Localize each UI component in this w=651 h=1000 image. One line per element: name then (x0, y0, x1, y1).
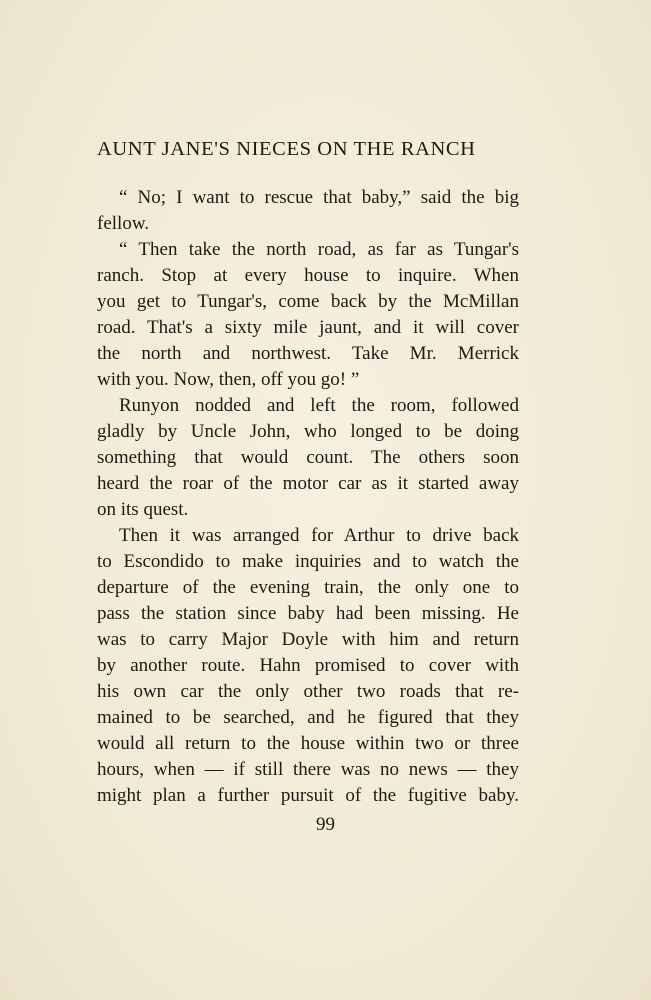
text-line: Runyon nodded and left the room, followed (119, 395, 519, 416)
text-line: you get to Tungar's, come back by the McMillan (97, 291, 519, 312)
text-line: pass the station since baby had been missing. He (97, 603, 519, 624)
text-line: Then it was arranged for Arthur to drive back (119, 525, 519, 546)
text-line: his own car the only other two roads that re- (97, 681, 519, 702)
text-line: “ No; I want to rescue that baby,” said the big (119, 187, 519, 208)
running-head: AUNT JANE'S NIECES ON THE RANCH (97, 138, 476, 160)
text-line: might plan a further pursuit of the fugitive baby. (97, 785, 519, 806)
text-line: would all return to the house within two or three (97, 733, 519, 754)
text-line: by another route. Hahn promised to cover with (97, 655, 519, 676)
text-line: something that would count. The others soon (97, 447, 519, 468)
text-line: heard the roar of the motor car as it started away (97, 473, 519, 494)
text-line: hours, when — if still there was no news — they (97, 759, 519, 780)
text-line: fellow. (97, 213, 150, 234)
text-line: mained to be searched, and he figured that they (97, 707, 519, 728)
text-line: with you. Now, then, off you go! ” (97, 369, 360, 390)
page-number: 99 (316, 814, 335, 835)
text-line: departure of the evening train, the only one to (97, 577, 519, 598)
text-line: ranch. Stop at every house to inquire. When (97, 265, 519, 286)
body-text (97, 185, 519, 809)
text-line: on its quest. (97, 499, 189, 520)
text-line: gladly by Uncle John, who longed to be doing (97, 421, 519, 442)
text-line: road. That's a sixty mile jaunt, and it will cover (97, 317, 519, 338)
text-line: to Escondido to make inquiries and to watch the (97, 551, 519, 572)
text-line: the north and northwest. Take Mr. Merrick (97, 343, 519, 364)
text-line: “ Then take the north road, as far as Tungar's (119, 239, 519, 260)
text-line: was to carry Major Doyle with him and return (97, 629, 519, 650)
